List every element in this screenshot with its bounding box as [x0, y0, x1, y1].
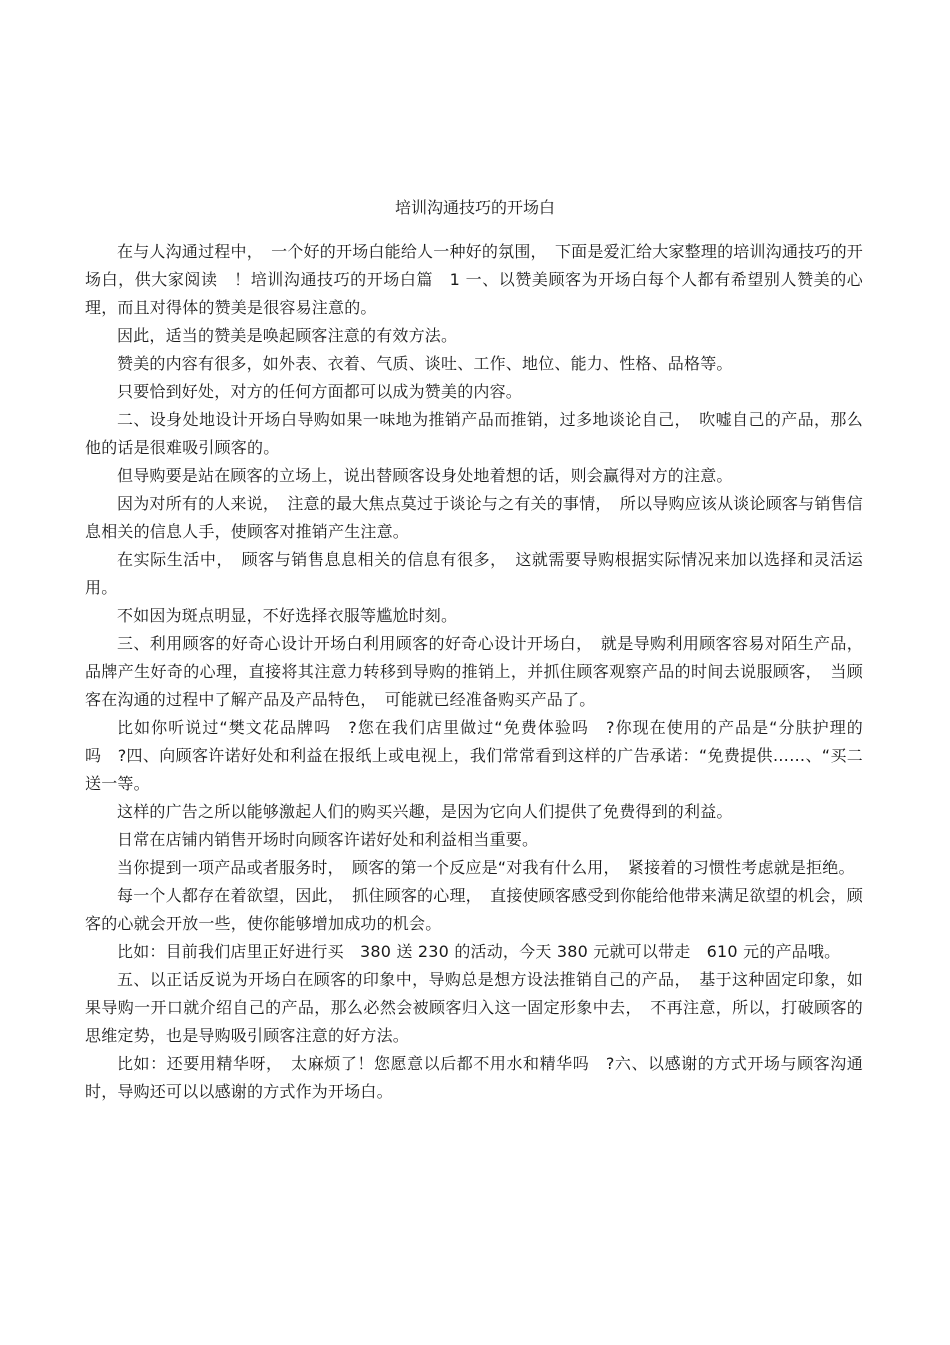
- paragraph: 在与人沟通过程中， 一个好的开场白能给人一种好的氛围， 下面是爱汇给大家整理的培训沟通技巧的开场白，供大家阅读 ！培训沟通技巧的开场白篇 1 一、以赞美顾客为开场白每个人都有希望别人赞美的心理，而且对得体的赞美是很容易注意的。: [85, 242, 863, 317]
- paragraph: 因为对所有的人来说， 注意的最大焦点莫过于谈论与之有关的事情， 所以导购应该从谈论顾客与销售信息相关的信息人手，使顾客对推销产生注意。: [85, 494, 863, 541]
- paragraph: 五、以正话反说为开场白在顾客的印象中，导购总是想方设法推销自己的产品， 基于这种固定印象，如果导购一开口就介绍自己的产品，那么必然会被顾客归入这一固定形象中去， 不再注意，所以，打破顾客的思维定势，也是导购吸引顾客注意的好方法。: [85, 970, 863, 1045]
- paragraph: 二、设身处地设计开场白导购如果一味地为推销产品而推销，过多地谈论自己， 吹嘘自己的产品，那么他的话是很难吸引顾客的。: [85, 410, 863, 457]
- paragraph: 因此，适当的赞美是唤起顾客注意的有效方法。: [117, 326, 458, 345]
- paragraph: 只要恰到好处，对方的任何方面都可以成为赞美的内容。: [117, 382, 523, 401]
- paragraph: 三、利用顾客的好奇心设计开场白利用顾客的好奇心设计开场白， 就是导购利用顾客容易对陌生产品，品牌产生好奇的心理，直接将其注意力转移到导购的推销上，并抓住顾客观察产品的时间去说服顾客， 当顾客在沟通的过程中了解产品及产品特色， 可能就已经准备购买产品了。: [85, 634, 863, 709]
- paragraph: 比如你听说过“樊文花品牌吗 ?您在我们店里做过“免费体验吗 ?你现在使用的产品是“分肤护理的吗 ?四、向顾客许诺好处和利益在报纸上或电视上，我们常常看到这样的广告承诺：“免费提供……、“买二送一等。: [85, 718, 863, 793]
- paragraph: 日常在店铺内销售开场时向顾客许诺好处和利益相当重要。: [117, 830, 539, 849]
- document-body: [85, 238, 863, 1106]
- document-title: 培训沟通技巧的开场白: [394, 198, 555, 217]
- paragraph: 每一个人都存在着欲望，因此， 抓住顾客的心理， 直接使顾客感受到你能给他带来满足欲望的机会，顾客的心就会开放一些，使你能够增加成功的机会。: [85, 886, 863, 933]
- paragraph: 这样的广告之所以能够激起人们的购买兴趣，是因为它向人们提供了免费得到的利益。: [117, 802, 733, 821]
- paragraph: 不如因为斑点明显，不好选择衣服等尴尬时刻。: [117, 606, 458, 625]
- paragraph: 赞美的内容有很多，如外表、衣着、气质、谈吐、工作、地位、能力、性格、品格等。: [117, 354, 733, 373]
- paragraph: 比如：目前我们店里正好进行买 380 送 230 的活动，今天 380 元就可以带走 610 元的产品哦。: [117, 942, 841, 961]
- paragraph: 在实际生活中， 顾客与销售息息相关的信息有很多， 这就需要导购根据实际情况来加以选择和灵活运用。: [85, 550, 863, 597]
- paragraph: 比如：还要用精华呀， 太麻烦了！您愿意以后都不用水和精华吗 ?六、以感谢的方式开场与顾客沟通时，导购还可以以感谢的方式作为开场白。: [85, 1054, 863, 1101]
- paragraph: 当你提到一项产品或者服务时， 顾客的第一个反应是“对我有什么用， 紧接着的习惯性考虑就是拒绝。: [117, 858, 855, 877]
- paragraph: 但导购要是站在顾客的立场上，说出替顾客设身处地着想的话，则会赢得对方的注意。: [117, 466, 733, 485]
